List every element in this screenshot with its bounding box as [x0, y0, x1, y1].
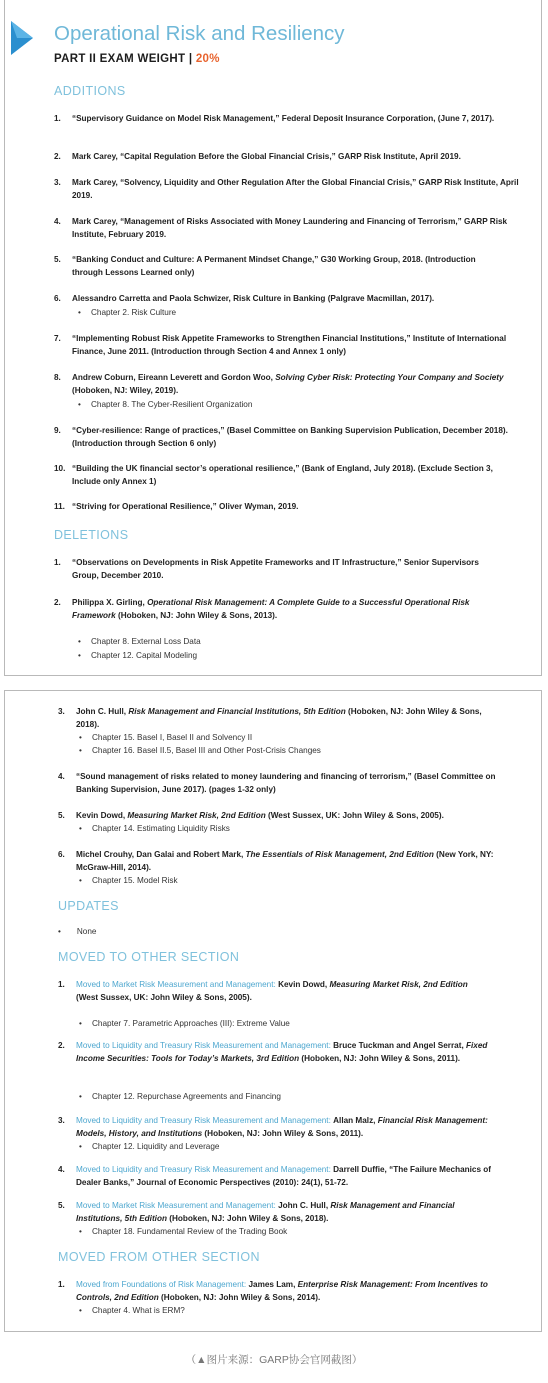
exam-weight-label: PART II EXAM WEIGHT |: [54, 53, 196, 65]
list-item: 1. Moved from Foundations of Risk Management: James Lam, Enterprise Risk Management: From Incentives to Controls, 2nd Edition (Hoboken, NJ: John Wiley & Sons, 2014).: [58, 1280, 488, 1302]
chapter-item: • Chapter 7. Parametric Approaches (III): Extreme Value: [79, 1019, 290, 1028]
chapter-item: • Chapter 4. What is ERM?: [79, 1306, 185, 1315]
page-two: [4, 690, 542, 1332]
list-item: 7. “Implementing Robust Risk Appetite Frameworks to Strengthen Financial Institutions,” Institute of International Finance, June 2011. (Introduction through Section 4 and Annex 1 only): [54, 334, 507, 356]
chapter-item: • Chapter 12. Liquidity and Leverage: [79, 1142, 220, 1151]
list-item: 3. John C. Hull, Risk Management and Financial Institutions, 5th Edition (Hoboken, NJ: John Wiley & Sons, 2018).: [58, 707, 482, 729]
chapter-item: • Chapter 14. Estimating Liquidity Risks: [79, 824, 230, 833]
chapter-item: • Chapter 8. External Loss Data: [78, 637, 201, 646]
chapter-item: • Chapter 12. Capital Modeling: [78, 651, 198, 660]
section-deletions: DELETIONS: [54, 528, 129, 542]
list-item: 6. Michel Crouhy, Dan Galai and Robert Mark, The Essentials of Risk Management, 2nd Edition (New York, NY: McGraw-Hill, 2014).: [58, 850, 494, 872]
list-item: 8. Andrew Coburn, Eireann Leverett and Gordon Woo, Solving Cyber Risk: Protecting Your Company and Society (Hoboken, NJ: Wiley, 2019).: [54, 373, 504, 395]
arrow-logo-icon: [11, 21, 33, 55]
updates-item: • None: [58, 927, 97, 936]
section-moved-to: MOVED TO OTHER SECTION: [58, 950, 240, 964]
list-item: 2. Moved to Liquidity and Treasury Risk Measurement and Management: Bruce Tuckman and Angel Serrat, Fixed Income Securities: Tools for Today’s Markets, 3rd Edition (Hoboken, NJ: John Wiley & Sons, 2011).: [58, 1041, 488, 1063]
list-item: 5. “Banking Conduct and Culture: A Permanent Mindset Change,” G30 Working Group, 2018. (Introduction through Lessons Learned only): [54, 255, 476, 277]
chapter-item: • Chapter 16. Basel II.5, Basel III and Other Post-Crisis Changes: [79, 746, 321, 755]
exam-weight: [54, 53, 220, 65]
list-item: 4. “Sound management of risks related to money laundering and financing of terrorism,” (Basel Committee on Banking Supervision, June 2017). (pages 1-32 only): [58, 772, 496, 794]
section-additions: ADDITIONS: [54, 84, 126, 98]
list-item: 9. “Cyber-resilience: Range of practices,” (Basel Committee on Banking Supervision Publication, December 2018). (Introduction through Section 6 only): [54, 426, 508, 448]
list-item: 4. Mark Carey, “Management of Risks Associated with Money Laundering and Financing of Terrorism,” GARP Risk Institute, February 2019.: [54, 217, 508, 239]
list-item: 6. Alessandro Carretta and Paola Schwizer, Risk Culture in Banking (Palgrave Macmillan, 2017).: [54, 294, 435, 303]
section-updates: UPDATES: [58, 899, 119, 913]
list-item: 4. Moved to Liquidity and Treasury Risk Measurement and Management: Darrell Duffie, “The Failure Mechanics of Dealer Banks,” Journal of Economic Perspectives (2010): 24(1), 51-72.: [58, 1165, 492, 1187]
chapter-item: • Chapter 12. Repurchase Agreements and Financing: [79, 1092, 281, 1101]
list-item: 1. “Supervisory Guidance on Model Risk Management,” Federal Deposit Insurance Corporation, (June 7, 2017).: [54, 114, 495, 123]
list-item: 11. “Striving for Operational Resilience,” Oliver Wyman, 2019.: [54, 502, 299, 511]
page-one: [4, 0, 542, 676]
list-item: 1. “Observations on Developments in Risk Appetite Frameworks and IT Infrastructure,” Senior Supervisors Group, December 2010.: [54, 558, 479, 580]
exam-weight-percent: 20%: [195, 53, 220, 65]
list-item: 3. Mark Carey, “Solvency, Liquidity and Other Regulation After the Global Financial Crisis,” GARP Risk Institute, April 2019.: [54, 178, 519, 200]
list-item: 3. Moved to Liquidity and Treasury Risk Measurement and Management: Allan Malz, Financial Risk Management: Models, History, and Institutions (Hoboken, NJ: John Wiley & Sons, 2011).: [58, 1116, 488, 1138]
chapter-item: • Chapter 15. Basel I, Basel II and Solvency II: [79, 733, 253, 742]
list-item: 10. “Building the UK financial sector’s operational resilience,” (Bank of England, July 2018). (Exclude Section 3, Include only Annex 1): [54, 464, 493, 486]
page-title: Operational Risk and Resiliency: [54, 22, 345, 45]
list-item: 2. Philippa X. Girling, Operational Risk Management: A Complete Guide to a Successful Operational Risk Framework (Hoboken, NJ: John Wiley & Sons, 2013).: [54, 598, 470, 620]
section-moved-from: MOVED FROM OTHER SECTION: [58, 1250, 260, 1264]
list-item: 2. Mark Carey, “Capital Regulation Before the Global Financial Crisis,” GARP Risk Institute, April 2019.: [54, 152, 461, 161]
image-caption: （▲图片来源：GARP协会官网截图）: [185, 1354, 363, 1366]
list-item: 5. Kevin Dowd, Measuring Market Risk, 2nd Edition (West Sussex, UK: John Wiley & Sons, 2005).: [58, 811, 444, 820]
chapter-item: • Chapter 18. Fundamental Review of the Trading Book: [79, 1227, 288, 1236]
list-item: 5. Moved to Market Risk Measurement and Management: John C. Hull, Risk Management and Financial Institutions, 5th Edition (Hoboken, NJ: John Wiley & Sons, 2018).: [58, 1201, 455, 1223]
list-item: 1. Moved to Market Risk Measurement and Management: Kevin Dowd, Measuring Market Risk, 2nd Edition (West Sussex, UK: John Wiley & Sons, 2005).: [58, 980, 468, 1002]
chapter-item: • Chapter 15. Model Risk: [79, 876, 178, 885]
chapter-item: • Chapter 8. The Cyber-Resilient Organization: [78, 400, 253, 409]
chapter-item: • Chapter 2. Risk Culture: [78, 308, 177, 317]
